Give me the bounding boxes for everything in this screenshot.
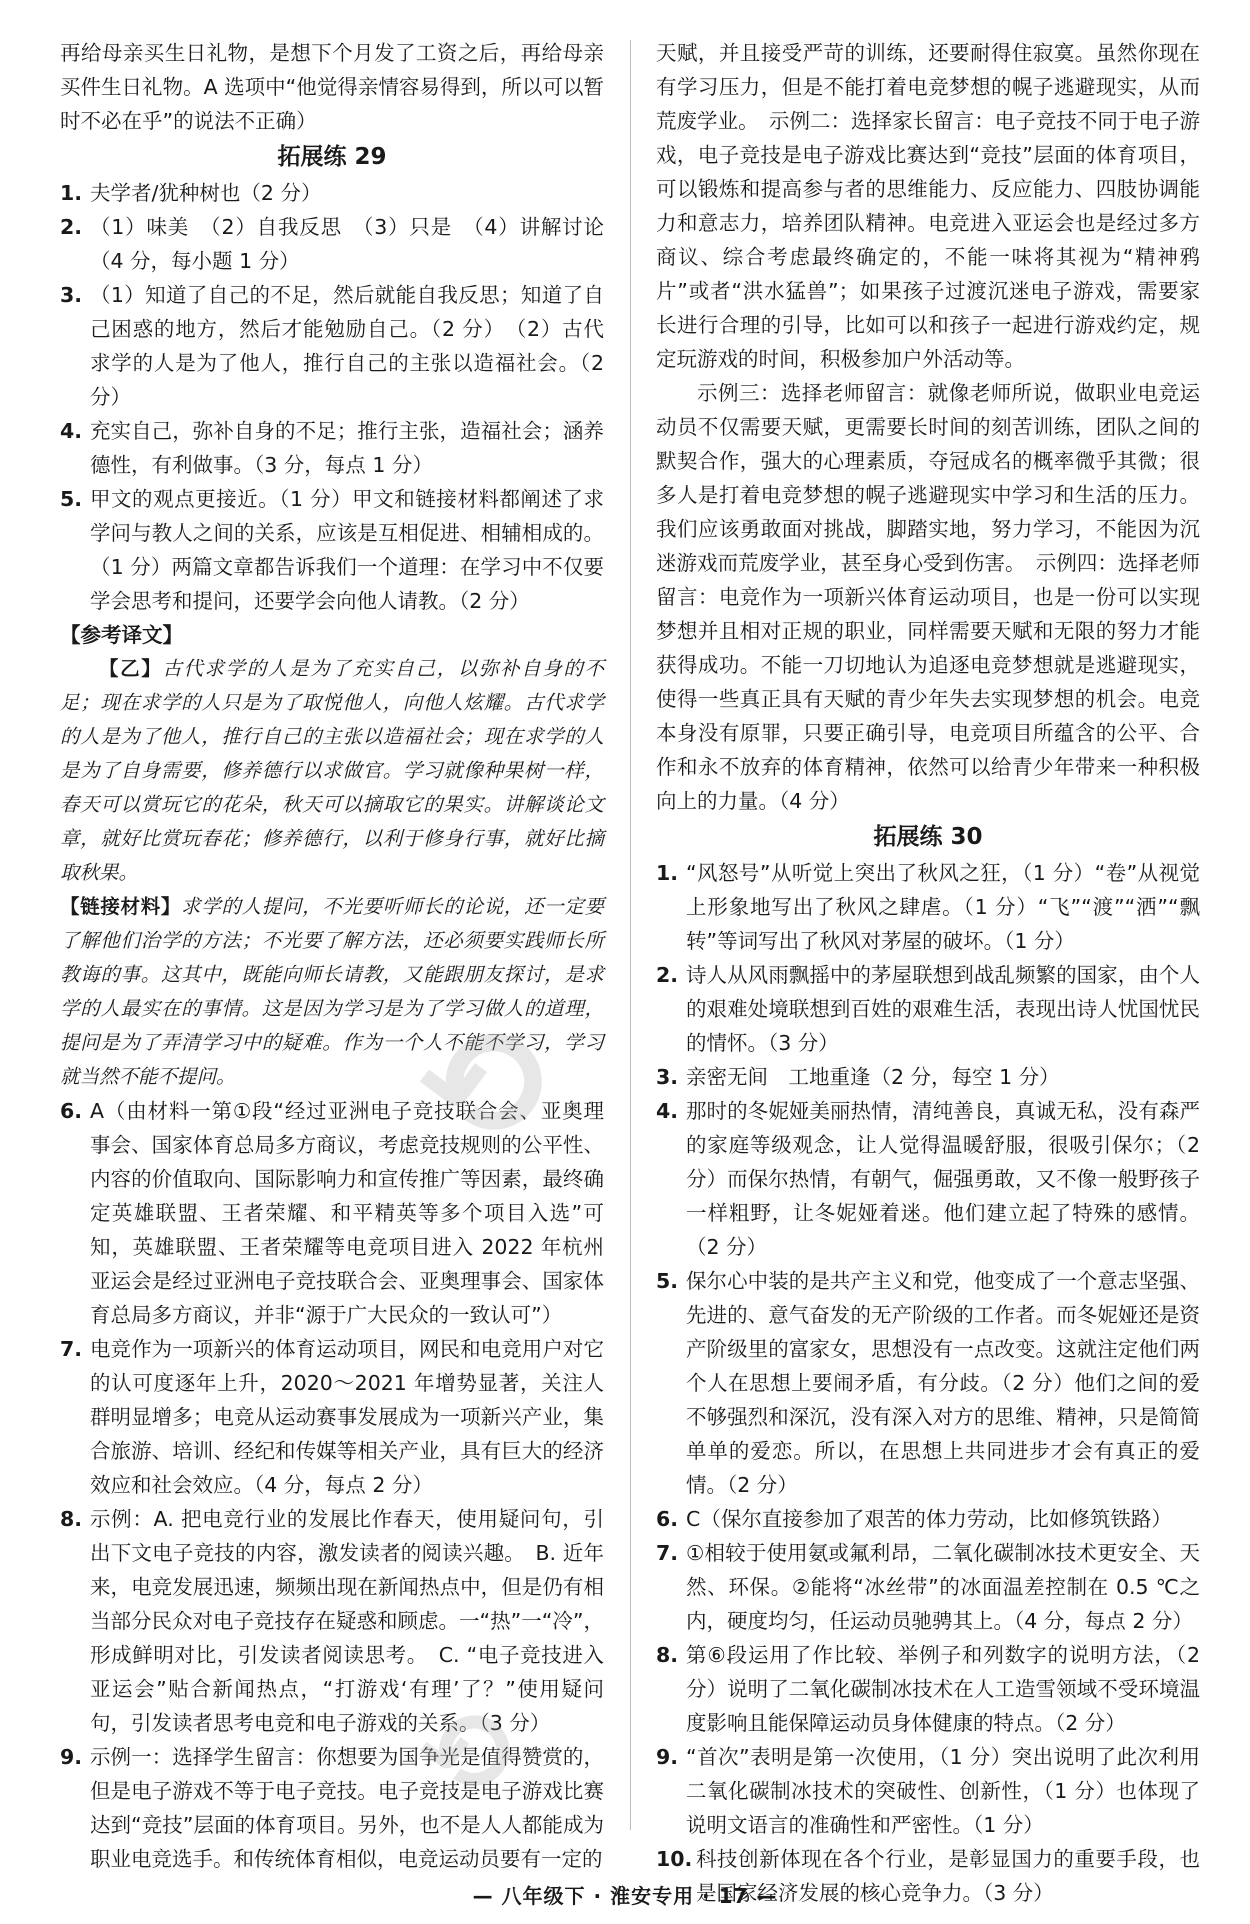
section-heading-29: 拓展练 29 bbox=[277, 144, 387, 170]
answer-item bbox=[60, 278, 604, 414]
item-number: 2. bbox=[60, 215, 83, 239]
item-text: 保尔心中装的是共产主义和党，他变成了一个意志坚强、先进的、意气奋发的无产阶级的工作者。而冬妮娅还是资产阶级里的富家女，思想没有一点改变。这就注定他们两个人在思想上要闹矛盾，有分歧。（2 分）他们之间的爱不够强烈和深沉，没有深入对方的思维、精神，只是简简单单的爱恋。所以，在思想上共同进步才会有真正的爱情。（2 分） bbox=[686, 1269, 1200, 1497]
item-text: 示例：A. 把电竞行业的发展比作春天，使用疑问句，引出下文电子竞技的内容，激发读者的阅读兴趣。 B. 近年来，电竞发展迅速，频频出现在新闻热点中，但是仍有相当部分民众对电子竞技存在疑惑和顾虑。一“热”一“冷”，形成鲜明对比，引发读者阅读思考。 C. “电子竞技进入亚运会”贴合新闻热点，“打游戏‘有理’了？”使用疑问句，引发读者思考电竞和电子游戏的关系。（3 分） bbox=[90, 1507, 604, 1735]
answer-list-29a bbox=[60, 176, 604, 618]
answer-item bbox=[60, 414, 604, 482]
column-divider bbox=[630, 40, 631, 1830]
watermark-mark: ⟲ bbox=[408, 992, 558, 1182]
item-text: 电竞作为一项新兴的体育运动项目，网民和电竞用户对它的认可度逐年上升，2020～2021 年增势显著，关注人群明显增多；电竞从运动赛事发展成为一项新兴产业，集合旅游、培训、经纪和传媒等相关产业，具有巨大的经济效应和社会效应。（4 分，每点 2 分） bbox=[90, 1337, 604, 1497]
item-number: 6. bbox=[656, 1507, 679, 1531]
item-number: 1. bbox=[656, 861, 679, 885]
item-text: “首次”表明是第一次使用，（1 分）突出说明了此次利用二氧化碳制冰技术的突破性、创新性，（1 分）也体现了说明文语言的准确性和严密性。（1 分） bbox=[686, 1745, 1200, 1837]
item-text: A（由材料一第①段“经过亚洲电子竞技联合会、亚奥理事会、国家体育总局多方商议，考虑竞技规则的公平性、内容的价值取向、国际影响力和宣传推广等因素，最终确定英雄联盟、王者荣耀、和平精英等多个项目入选”可知，英雄联盟、王者荣耀等电竞项目进入 2022 年杭州亚运会是经过亚洲电子竞技联合会、亚奥理事会、国家体育总局多方商议，并非“源于广大民众的一致认可”） bbox=[90, 1099, 604, 1327]
reference-translation-tag: 【参考译文】 bbox=[60, 623, 183, 647]
item-number: 9. bbox=[656, 1745, 679, 1769]
item-text: 第⑥段运用了作比较、举例子和列数字的说明方法，（2 分）说明了二氧化碳制冰技术在人工造雪领域不受环境温度影响且能保障运动员身体健康的特点。（2 分） bbox=[686, 1643, 1200, 1735]
item-number: 3. bbox=[60, 283, 83, 307]
answer-item bbox=[60, 1094, 604, 1332]
item-number: 1. bbox=[60, 181, 83, 205]
item-number: 5. bbox=[60, 487, 83, 511]
right-column bbox=[656, 36, 1200, 1910]
item-number: 4. bbox=[656, 1099, 679, 1123]
item-number: 3. bbox=[656, 1065, 679, 1089]
item-text: （1）味美 （2）自我反思 （3）只是 （4）讲解讨论（4 分，每小题 1 分） bbox=[90, 215, 604, 273]
item-number: 2. bbox=[656, 963, 679, 987]
answer-item bbox=[656, 1502, 1200, 1536]
answer-item bbox=[60, 1502, 604, 1740]
item-text: 那时的冬妮娅美丽热情，清纯善良，真诚无私，没有森严的家庭等级观念，让人觉得温暖舒服，很吸引保尔；（2 分）而保尔热情，有朝气，倔强勇敢，又不像一般野孩子一样粗野，让冬妮娅着迷。他们建立起了特殊的感情。（2 分） bbox=[686, 1099, 1200, 1259]
translation-yi bbox=[60, 652, 604, 890]
item-text: ①相较于使用氨或氟利昂，二氧化碳制冰技术更安全、天然、环保。②能将“冰丝带”的冰面温差控制在 0.5 ℃之内，硬度均匀，任运动员驰骋其上。（4 分，每点 2 分） bbox=[686, 1541, 1200, 1633]
answer-item bbox=[656, 958, 1200, 1060]
item-number: 8. bbox=[656, 1643, 679, 1667]
item-number: 6. bbox=[60, 1099, 83, 1123]
translation-text: 求学的人提问，不光要听师长的论说，还一定要了解他们治学的方法；不光要了解方法，还必须要实践师长所教诲的事。这其中，既能向师长请教，又能跟朋友探讨，是求学的人最实在的事情。这是因为学习是为了学习做人的道理，提问是为了弄清学习中的疑难。作为一个人不能不学习，学习就当然不能不提问。 bbox=[60, 895, 604, 1088]
continued-paragraph: 天赋，并且接受严苛的训练，还要耐得住寂寞。虽然你现在有学习压力，但是不能打着电竞梦想的幌子逃避现实，从而荒废学业。 示例二：选择家长留言：电子竞技不同于电子游戏，电子竞技是电子游戏比赛达到“竞技”层面的体育项目，可以锻炼和提高参与者的思维能力、反应能力、四肢协调能力和意志力，培养团队精神。电竞进入亚运会也是经过多方商议、综合考虑最终确定的，不能一味将其视为“精神鸦片”或者“洪水猛兽”；如果孩子过渡沉迷电子游戏，需要家长进行合理的引导，比如可以和孩子一起进行游戏约定，规定玩游戏的时间，积极参加户外活动等。 bbox=[656, 41, 1200, 371]
item-number: 8. bbox=[60, 1507, 83, 1531]
answer-item bbox=[656, 1740, 1200, 1842]
answer-list-29b bbox=[60, 1094, 604, 1876]
page-footer: — 八年级下 · 淮安专用 · 17 — bbox=[472, 1884, 778, 1908]
item-number: 10. bbox=[656, 1847, 693, 1871]
answer-item bbox=[656, 1264, 1200, 1502]
answer-item bbox=[656, 856, 1200, 958]
item-text: （1）知道了自己的不足，然后就能自我反思；知道了自己困惑的地方，然后才能勉励自己。（2 分） （2）古代求学的人是为了他人，推行自己的主张以造福社会。（2 分） bbox=[90, 283, 604, 409]
item-text: 夫学者/犹种树也（2 分） bbox=[90, 181, 322, 205]
translation-label: 【乙】 bbox=[99, 657, 163, 680]
answer-item bbox=[656, 1536, 1200, 1638]
item-number: 4. bbox=[60, 419, 83, 443]
item-text: “风怒号”从听觉上突出了秋风之狂，（1 分）“卷”从视觉上形象地写出了秋风之肆虐。（1 分）“飞”“渡”“洒”“飘转”等词写出了秋风对茅屋的破坏。（1 分） bbox=[686, 861, 1200, 953]
answer-item bbox=[60, 176, 604, 210]
answer-list-30 bbox=[656, 856, 1200, 1910]
item-number: 7. bbox=[656, 1541, 679, 1565]
section-heading-30: 拓展练 30 bbox=[873, 824, 983, 850]
item-text: 示例一：选择学生留言：你想要为国争光是值得赞赏的，但是电子游戏不等于电子竞技。电子竞技是电子游戏比赛达到“竞技”层面的体育项目。另外，也不是人人都能成为职业电竞选手。和传统体育相似，电竞运动员要有一定的 bbox=[90, 1745, 604, 1871]
answer-item bbox=[60, 1332, 604, 1502]
watermark-mark: ⟲ bbox=[411, 1684, 521, 1824]
answer-item bbox=[60, 482, 604, 618]
translation-text: 古代求学的人是为了充实自己，以弥补自身的不足；现在求学的人只是为了取悦他人，向他人炫耀。古代求学的人是为了他人，推行自己的主张以造福社会；现在求学的人是为了自身需要，修养德行以求做官。学习就像种果树一样，春天可以赏玩它的花朵，秋天可以摘取它的果实。讲解谈论文章，就好比赏玩春花；修养德行，以利于修身行事，就好比摘取秋果。 bbox=[60, 657, 604, 884]
answer-item bbox=[656, 1060, 1200, 1094]
continued-paragraph-2: 示例三：选择老师留言：就像老师所说，做职业电竞运动员不仅需要天赋，更需要长时间的刻苦训练，团队之间的默契合作，强大的心理素质，夺冠成名的概率微乎其微；很多人是打着电竞梦想的幌子逃避现实中学习和生活的压力。我们应该勇敢面对挑战，脚踏实地，努力学习，不能因为沉迷游戏而荒废学业，甚至身心受到伤害。 示例四：选择老师留言：电竞作为一项新兴体育运动项目，也是一份可以实现梦想并且相对正规的职业，同样需要天赋和无限的努力才能获得成功。不能一刀切地认为追逐电竞梦想就是逃避现实，使得一些真正具有天赋的青少年失去实现梦想的机会。电竞本身没有原罪，只要正确引导，电竞项目所蕴含的公平、合作和永不放弃的体育精神，依然可以给青少年带来一种积极向上的力量。（4 分） bbox=[656, 381, 1200, 813]
item-number: 7. bbox=[60, 1337, 83, 1361]
item-text: 诗人从风雨飘摇中的茅屋联想到战乱频繁的国家，由个人的艰难处境联想到百姓的艰难生活，表现出诗人忧国忧民的情怀。（3 分） bbox=[686, 963, 1200, 1055]
item-text: 甲文的观点更接近。（1 分）甲文和链接材料都阐述了求学问与教人之间的关系，应该是互相促进、相辅相成的。（1 分）两篇文章都告诉我们一个道理：在学习中不仅要学会思考和提问，还要学会向他人请教。（2 分） bbox=[90, 487, 604, 613]
item-text: 充实自己，弥补自身的不足；推行主张，造福社会；涵养德性，有利做事。（3 分，每点 1 分） bbox=[90, 419, 604, 477]
answer-item bbox=[60, 210, 604, 278]
answer-item bbox=[656, 1094, 1200, 1264]
item-text: C（保尔直接参加了艰苦的体力劳动，比如修筑铁路） bbox=[686, 1507, 1172, 1531]
translation-label: 【链接材料】 bbox=[60, 895, 182, 918]
item-number: 5. bbox=[656, 1269, 679, 1293]
item-text: 亲密无间 工地重逢（2 分，每空 1 分） bbox=[686, 1065, 1060, 1089]
answer-item bbox=[656, 1638, 1200, 1740]
left-column bbox=[60, 36, 604, 1876]
item-text: 科技创新体现在各个行业，是彰显国力的重要手段，也是国家经济发展的核心竞争力。（3 分） bbox=[696, 1847, 1200, 1905]
translation-link-material bbox=[60, 890, 604, 1094]
item-number: 9. bbox=[60, 1745, 83, 1769]
answer-item bbox=[60, 1740, 604, 1876]
intro-paragraph: 再给母亲买生日礼物，是想下个月发了工资之后，再给母亲买件生日礼物。A 选项中“他觉得亲情容易得到，所以可以暂时不必在乎”的说法不正确） bbox=[60, 41, 604, 133]
